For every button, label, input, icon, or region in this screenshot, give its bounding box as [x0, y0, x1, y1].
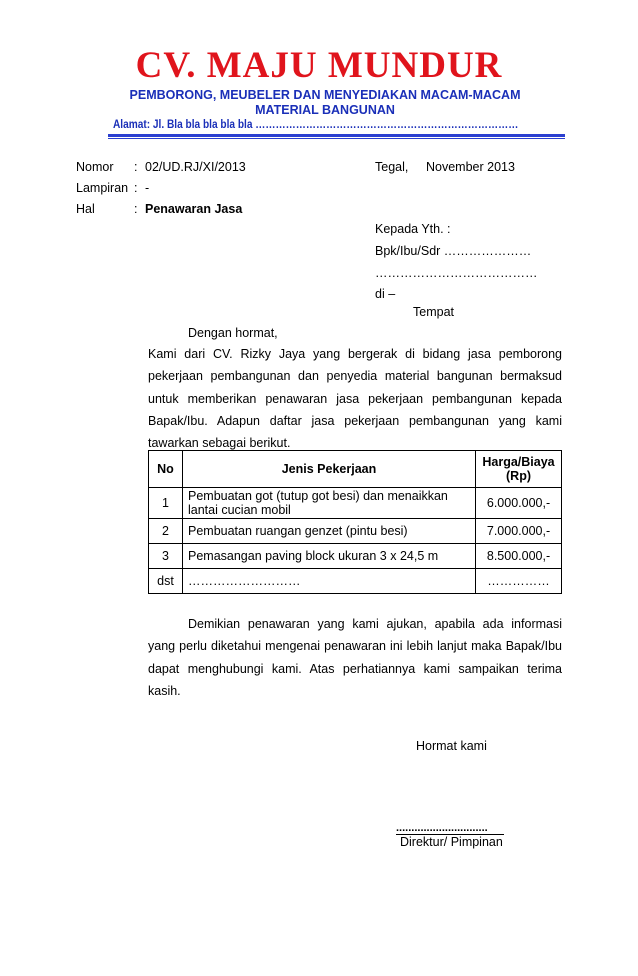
table-row: [149, 544, 562, 569]
recipient-kepada: Kepada Yth. :: [375, 222, 451, 236]
letterhead-rule-thin: [108, 138, 565, 139]
closing-paragraph: Demikian penawaran yang kami ajukan, apabila ada informasi yang perlu diketahui mengenai penawaran ini lebih lanjut maka Bapak/Ibu dapat menghubungi kami. Atas perhatiannya kami sampaikan terima kasih.: [148, 617, 562, 698]
row-no: 2: [149, 519, 183, 544]
lampiran-label: Lampiran: [76, 181, 129, 195]
row-price: 7.000.000,-: [476, 519, 562, 544]
recipient-di: di –: [375, 287, 396, 301]
row-no: 1: [149, 488, 183, 519]
row-job: ………………………: [183, 569, 476, 594]
row-job: Pembuatan got (tutup got besi) dan menaikkan lantai cucian mobil: [183, 488, 476, 519]
header-no: No: [149, 451, 183, 488]
intro-paragraph: Kami dari CV. Rizky Jaya yang bergerak di bidang jasa pemborong pekerjaan pembangunan dan penyedia material bangunan bermaksud untuk memberikan penawaran jasa pekerjaan pembangunan kepada Bapak/Ibu. Adapun daftar jasa pekerjaan pembangunan yang kami tawarkan sebagai berikut.: [148, 347, 562, 451]
company-tagline: PEMBORONG, MEUBELER DAN MENYEDIAKAN MACAM-MACAM MATERIAL BANGUNAN: [129, 88, 521, 117]
recipient-tempat: Tempat: [413, 305, 454, 319]
hal-separator: :: [134, 202, 138, 216]
greeting: Dengan hormat,: [188, 326, 278, 340]
company-name: CV. MAJU MUNDUR: [135, 45, 503, 86]
table-header-row: [149, 451, 562, 488]
letter-date: November 2013: [426, 160, 515, 174]
recipient-address-line: …………………………………: [375, 266, 538, 280]
nomor-label: Nomor: [76, 160, 114, 174]
header-job: Jenis Pekerjaan: [183, 451, 476, 488]
recipient-name: Bpk/Ibu/Sdr …………………: [375, 244, 532, 258]
signature-title: Direktur/ Pimpinan: [400, 835, 503, 849]
table-row: [149, 519, 562, 544]
hal-label: Hal: [76, 202, 95, 216]
signature-regards: Hormat kami: [416, 739, 487, 753]
lampiran-separator: :: [134, 181, 138, 195]
letterhead-rule-thick: [108, 134, 565, 137]
row-no: 3: [149, 544, 183, 569]
company-address: Alamat: Jl. Bla bla bla bla bla ……………………………………………………………………: [113, 119, 519, 131]
offer-table: [148, 450, 562, 594]
hal-value: Penawaran Jasa: [145, 202, 243, 216]
nomor-separator: :: [134, 160, 138, 174]
row-price: ……………: [476, 569, 562, 594]
row-job: Pemasangan paving block ukuran 3 x 24,5 m: [183, 544, 476, 569]
letter-place: Tegal,: [375, 160, 409, 174]
signature-line: ..............................: [396, 822, 504, 835]
row-price: 6.000.000,-: [476, 488, 562, 519]
nomor-value: 02/UD.RJ/XI/2013: [145, 160, 246, 174]
row-no: dst: [149, 569, 183, 594]
table-row: [149, 488, 562, 519]
lampiran-value: -: [145, 181, 150, 195]
table-row: [149, 569, 562, 594]
row-job: Pembuatan ruangan genzet (pintu besi): [183, 519, 476, 544]
row-price: 8.500.000,-: [476, 544, 562, 569]
header-price: Harga/Biaya (Rp): [476, 451, 562, 488]
